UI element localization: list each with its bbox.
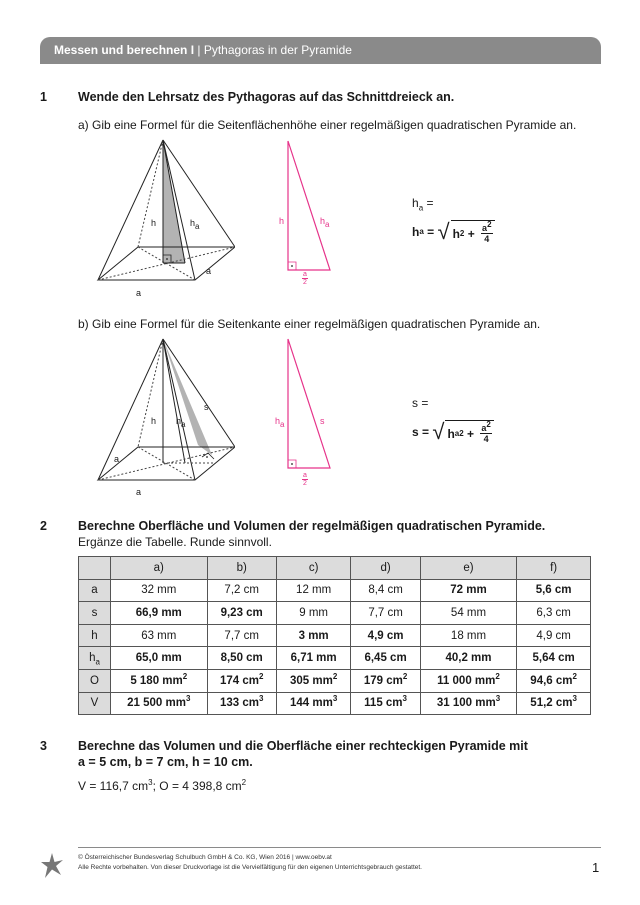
task2-title: Berechne Oberfläche und Volumen der regelmäßigen quadratischen Pyramide. [78,519,546,533]
triangle-a-diagram [280,138,340,273]
table-cell: 8,4 cm [351,579,420,602]
table-cell: 8,50 cm [207,647,276,670]
table-row [79,579,591,602]
table-cell: 115 $cm^3$ [351,692,420,715]
pyramid-a-label-h: h [151,218,157,228]
table-cell: 3 mm [276,624,351,647]
pyramid-a-label-a-side: a [206,266,212,276]
task2-number: 2 [40,519,47,533]
table-row-header: O [79,669,111,692]
table-col-header: f) [517,557,591,580]
triangle-b-diagram [280,336,340,471]
table-row-header: a [79,579,111,602]
table-row [79,692,591,715]
table-row [79,669,591,692]
table-cell: 4,9 cm [351,624,420,647]
pyramid-b-diagram [90,335,235,495]
table-cell: 21 500 $mm^3$ [111,692,208,715]
table-cell: 4,9 cm [517,624,591,647]
triangle-b-label-s: s [320,416,325,426]
table-cell: 5 180 $mm^2$ [111,669,208,692]
task2-subtitle: Ergänze die Tabelle. Runde sinnvoll. [78,535,272,549]
table-cell: 9 mm [276,602,351,625]
table-corner-cell [79,557,111,580]
table-cell: 18 mm [420,624,517,647]
table-cell: 54 mm [420,602,517,625]
table-cell: 144 $mm^3$ [276,692,351,715]
header-underline [40,62,601,64]
table-cell: 66,9 mm [111,602,208,625]
formula-a-answer: h a = √ h 2 + $\frac{a^2}{4}$ [412,220,495,244]
pyramid-b-label-ha: $h_a$ [176,416,186,429]
footer-copyright [78,853,422,873]
header-title-bold: Messen und berechnen I [54,43,195,57]
table-cell: 6,45 cm [351,647,420,670]
pyramid-a-label-ha: $h_a$ [190,218,200,231]
table-row-header: s [79,602,111,625]
task3-title-line1: Berechne das Volumen und die Oberfläche einer rechteckigen Pyramide mit [78,739,528,753]
table-cell: 133 $cm^3$ [207,692,276,715]
task1a-text: a) Gib eine Formel für die Seitenflächenhöhe einer regelmäßigen quadratischen Pyramide an. [78,118,577,132]
table-col-header: c) [276,557,351,580]
table-cell: 63 mm [111,624,208,647]
table-cell: 12 mm [276,579,351,602]
table-row [79,624,591,647]
triangle-b-label-ha: $h_a$ [275,416,285,429]
table-cell: 72 mm [420,579,517,602]
triangle-a-half-a: a 2 [303,271,307,286]
table-row-header: h [79,624,111,647]
table-cell: 94,6 $cm^2$ [517,669,591,692]
table-row-header: V [79,692,111,715]
table-row [79,602,591,625]
table-col-header: b) [207,557,276,580]
triangle-b-half-a: a 2 [303,472,307,487]
table-cell: 40,2 mm [420,647,517,670]
task3-number: 3 [40,739,47,753]
task1-number: 1 [40,90,47,104]
task3-title-line2: a = 5 cm, b = 7 cm, h = 10 cm. [78,755,253,769]
page-number: 1 [592,860,600,875]
pyramid-a-diagram [90,135,235,305]
triangle-a-label-ha: $h_a$ [320,216,330,229]
formula-b-prompt: s = [412,396,429,410]
pyramid-b-label-s: s [204,402,209,412]
table-cell: 6,3 cm [517,602,591,625]
oebv-star-icon [40,852,64,880]
table-col-header: a) [111,557,208,580]
table-col-header: d) [351,557,420,580]
page-header [40,37,601,63]
table-cell: 5,64 cm [517,647,591,670]
footer-line-2: Alle Rechte vorbehalten. Von dieser Druckvorlage ist die Vervielfältigung für den eigenen Unterrichtsgebrauch gestattet. [78,864,422,871]
triangle-a-label-h: h [279,216,285,226]
table-row [79,647,591,670]
table-cell: 174 $cm^2$ [207,669,276,692]
table-cell: 9,23 cm [207,602,276,625]
table-cell: 32 mm [111,579,208,602]
formula-b-answer: s = √ h a 2 + $\frac{a^2}{4}$ [412,420,494,444]
pyramid-a-label-a-bottom: a [136,288,142,298]
task1-title: Wende den Lehrsatz des Pythagoras auf das Schnittdreieck an. [78,90,455,104]
table-cell: 305 $mm^2$ [276,669,351,692]
table-cell: 51,2 $cm^3$ [517,692,591,715]
table-col-header: e) [420,557,517,580]
header-title-rest: Pythagoras in der Pyramide [203,43,352,57]
pyramid-b-label-a-side: a [114,454,120,464]
table-header-row [79,557,591,580]
table-cell: 7,2 cm [207,579,276,602]
pyramid-b-label-h: h [151,416,157,426]
table-cell: 65,0 mm [111,647,208,670]
footer-divider [78,847,601,848]
formula-a-prompt: $h_a$ = [412,196,434,213]
pyramid-table [78,556,591,715]
pyramid-b-label-a-bottom: a [136,487,142,497]
pyramid-b-shaded-triangle [163,339,212,455]
table-row-header: $h_a$ [79,647,111,670]
table-cell: 7,7 cm [207,624,276,647]
table-cell: 7,7 cm [351,602,420,625]
table-cell: 31 100 $mm^3$ [420,692,517,715]
footer-line-1: © Österreichischer Bundesverlag Schulbuch GmbH & Co. KG, Wien 2016 | www.oebv.at [78,854,332,861]
table-cell: 179 $cm^2$ [351,669,420,692]
task1b-text: b) Gib eine Formel für die Seitenkante einer regelmäßigen quadratischen Pyramide an. [78,317,541,331]
table-cell: 5,6 cm [517,579,591,602]
table-cell: 6,71 mm [276,647,351,670]
header-separator: | [194,43,204,57]
task3-answer: V = 116,7 $cm^3$; O = 4 398,8 $cm^2$ [78,778,247,793]
table-cell: 11 000 $mm^2$ [420,669,517,692]
